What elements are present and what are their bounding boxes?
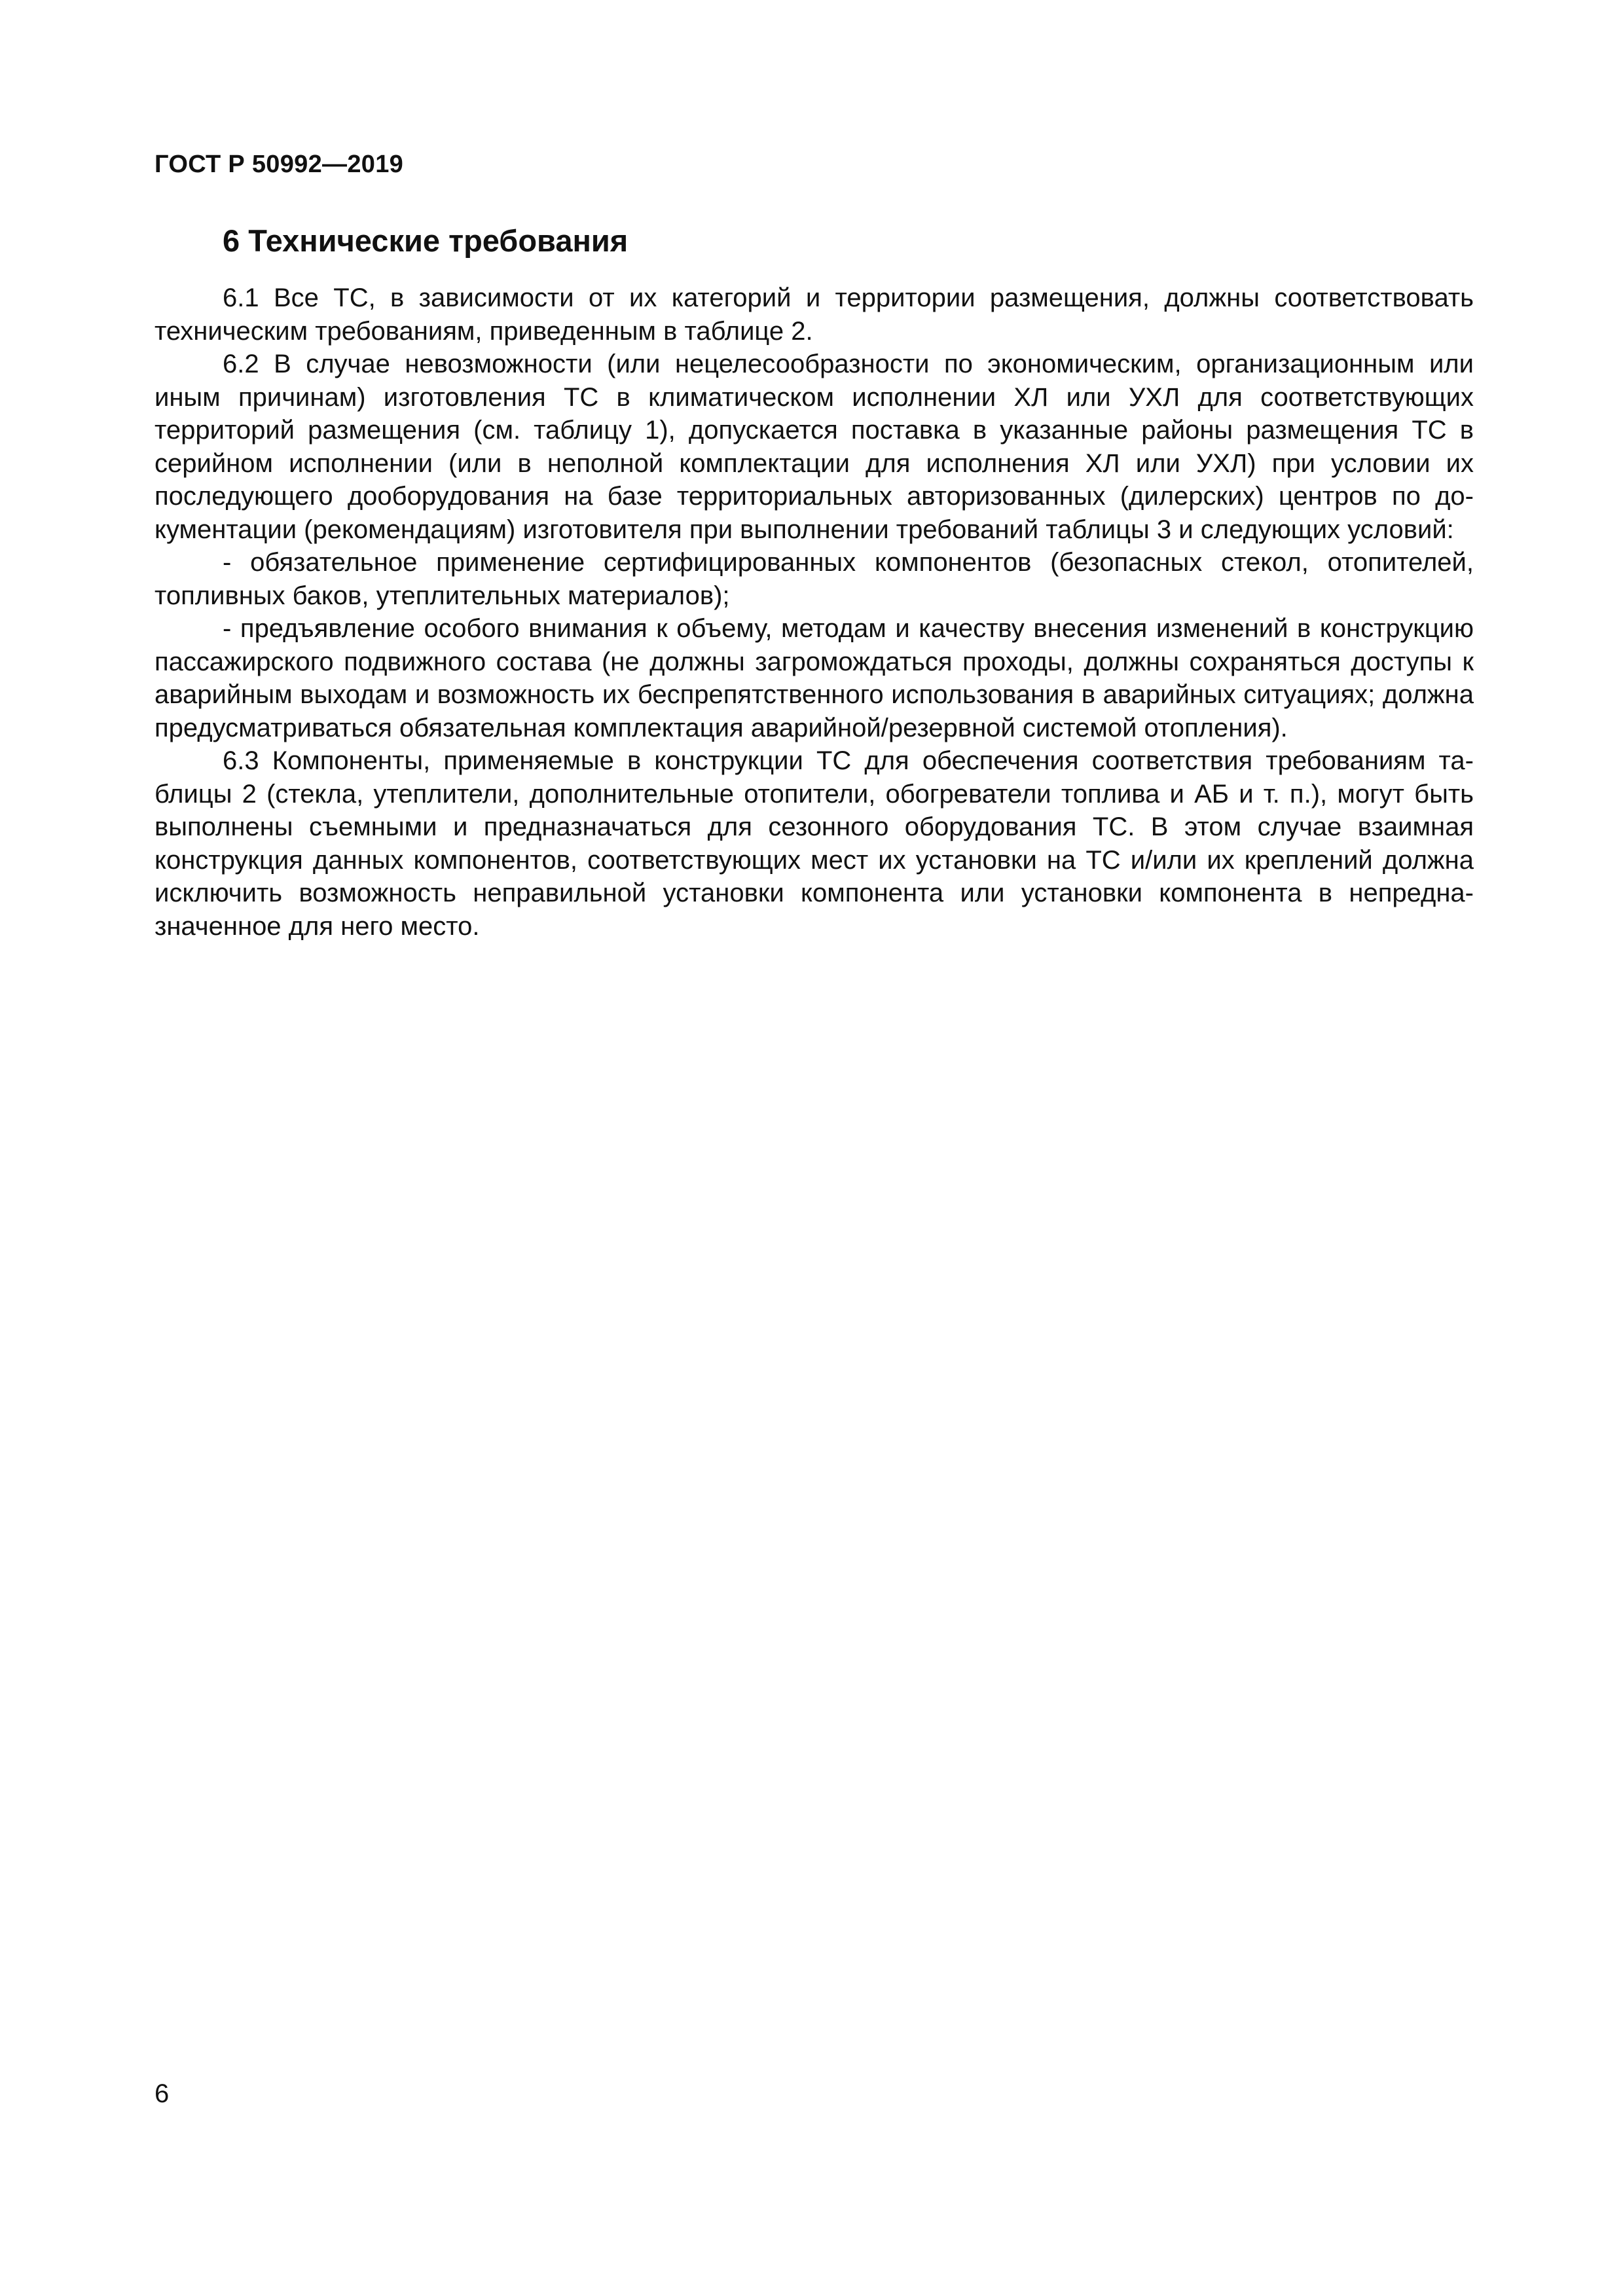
section-body	[155, 282, 1474, 943]
list-item-design-changes: - предъявление особого внимания к объему, методам и качеству внесения изменений в конструкцию пассажирского подвижного состава (не должны загромождаться проходы, должны сохраняться доступы к аварийным выходам и возможность их беспрепятственного использования в аварийных ситуациях; должна предусматриваться обязательная комплектация аварийной/резервной системой отопления).	[155, 614, 1474, 742]
paragraph-6-3: 6.3 Компоненты, применяемые в конструкции ТС для обеспечения соответствия требованиям таблицы 2 (стекла, утеплители, дополнительные отопители, обогреватели топлива и АБ и т. п.), могут быть выполнены съемными и предназначаться для сезонного оборудования ТС. В этом случае взаимная конструкция данных компонентов, соответствующих мест их установки на ТС и/или их креплений должна исключить возможность неправильной установки компонента или установки компонента в непредназначенное для него место.	[155, 746, 1474, 941]
section-title: 6 Технические требования	[223, 223, 629, 258]
list-item-certified-components: - обязательное применение сертифицированных компонентов (безопасных стекол, отопителей, топливных баков, утеплительных материалов);	[155, 548, 1474, 610]
page-number: 6	[155, 2079, 170, 2108]
paragraph-6-2: 6.2 В случае невозможности (или нецелесообразности по экономическим, организационным или иным причинам) изготовления ТС в климатическом исполнении ХЛ или УХЛ для соответствующих территорий размещения (см. таблицу 1), допускается поставка в указанные районы размещения ТС в серийном исполнении (или в неполной комплектации для исполнения ХЛ или УХЛ) при условии их последующего дооборудования на базе территориальных авторизованных (дилерских) центров по документации (рекомендациям) изготовителя при выполнении требований таблицы 3 и следующих условий:	[155, 350, 1474, 544]
document-code-header: ГОСТ Р 50992—2019	[155, 151, 404, 178]
paragraph-6-1: 6.1 Все ТС, в зависимости от их категорий и территории размещения, должны соответствовать техническим требованиям, приведенным в таблице 2.	[155, 283, 1474, 346]
